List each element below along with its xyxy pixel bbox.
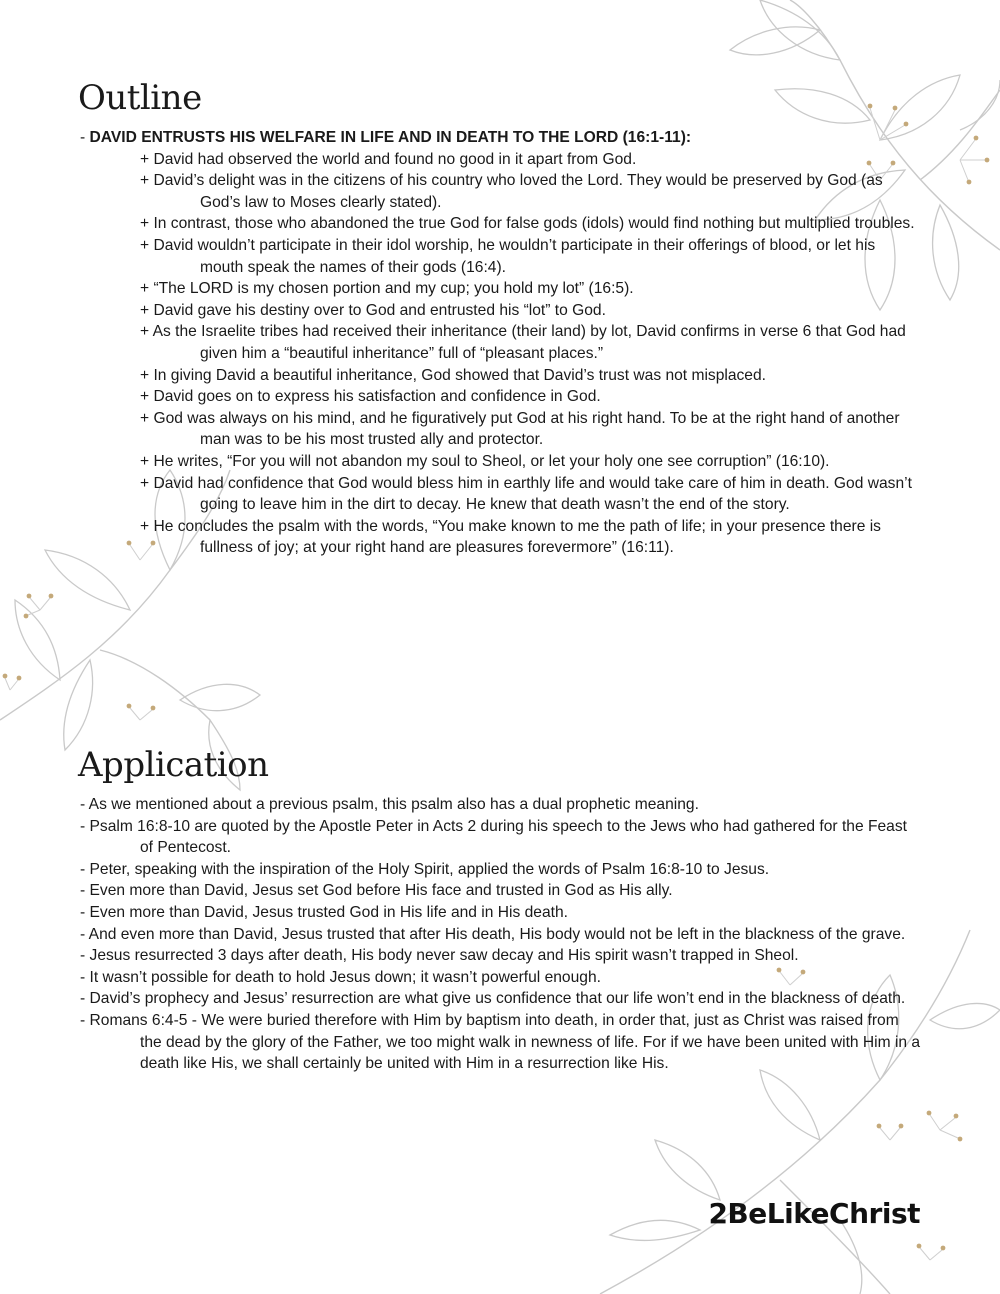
application-heading: Application xyxy=(78,745,269,785)
application-list-item: - Jesus resurrected 3 days after death, His body never saw decay and His spirit wasn’t trapped in Sheol. xyxy=(80,947,799,965)
outline-item-text: He concludes the psalm with the words, “You make known to me the path of life; in your presence there is fullness of joy; at your right hand are pleasures forevermore” (16:11). xyxy=(153,517,881,557)
plus-marker: + xyxy=(140,323,153,341)
outline-item-text: God was always on his mind, and he figuratively put God at his right hand. To be at the right hand of another man was to be his most trusted ally and protector. xyxy=(153,409,900,449)
plus-marker: + xyxy=(140,366,154,384)
outline-list-item xyxy=(80,451,922,473)
outline-list-item xyxy=(80,149,922,171)
outline-list-item xyxy=(80,516,922,559)
application-list-item: - David’s prophecy and Jesus’ resurrection are what give us confidence that our life won’t end in the blackness of death. xyxy=(80,990,906,1008)
outline-item-text: David had confidence that God would bless him in earthly life and would take care of him in death. God wasn’t going to leave him in the dirt to decay. He knew that death wasn’t the end of the story. xyxy=(153,474,912,514)
outline-intro-text: DAVID ENTRUSTS HIS WELFARE IN LIFE AND IN DEATH TO THE LORD (16:1-11): xyxy=(89,129,692,146)
outline-item-text: As the Israelite tribes had received their inheritance (their land) by lot, David confirms in verse 6 that God had given him a “beautiful inheritance” full of “pleasant places.” xyxy=(152,323,906,362)
brand-logo: 2BeLikeChrist xyxy=(708,1197,920,1230)
outline-section xyxy=(80,127,922,559)
outline-item-text: David goes on to express his satisfaction and confidence in God. xyxy=(153,388,601,406)
outline-item-text: David wouldn’t participate in their idol worship, he wouldn’t participate in their offerings of blood, or let his mouth speak the names of their gods (16:4). xyxy=(153,236,876,276)
outline-list-item xyxy=(80,300,922,322)
outline-list-item xyxy=(80,386,922,408)
outline-list-item xyxy=(80,473,922,516)
outline-item-text: David gave his destiny over to God and entrusted his “lot” to God. xyxy=(153,301,606,319)
plus-marker: + xyxy=(140,280,154,298)
outline-item-text: David’s delight was in the citizens of his country who loved the Lord. They would be preserved by God (as God’s law to Moses clearly stated). xyxy=(153,172,883,211)
plus-marker: + xyxy=(140,388,154,406)
application-list-item: - It wasn’t possible for death to hold Jesus down; it wasn’t powerful enough. xyxy=(80,968,601,986)
outline-item-text: He writes, “For you will not abandon my soul to Sheol, or let your holy one see corruption” (16:10). xyxy=(153,452,830,470)
outline-list-item xyxy=(80,408,922,451)
outline-list-item xyxy=(80,278,922,300)
application-list-item: - And even more than David, Jesus trusted that after His death, His body would not be left in the blackness of the grave. xyxy=(80,925,906,943)
plus-marker: + xyxy=(140,236,154,254)
outline-list-item xyxy=(80,235,922,278)
application-list-item: - As we mentioned about a previous psalm, this psalm also has a dual prophetic meaning. xyxy=(80,796,699,813)
outline-item-text: In giving David a beautiful inheritance, God showed that David’s trust was not misplaced. xyxy=(153,366,766,384)
application-list-item: - Even more than David, Jesus trusted God in His life and in His death. xyxy=(80,903,568,921)
application-items xyxy=(80,794,922,1075)
outline-heading: Outline xyxy=(78,78,202,118)
outline-item-text: “The LORD is my chosen portion and my cup; you hold my lot” (16:5). xyxy=(153,280,634,298)
application-list-item: - Even more than David, Jesus set God before His face and trusted in God as His ally. xyxy=(80,882,673,900)
application-list-item: - Psalm 16:8-10 are quoted by the Apostle Peter in Acts 2 during his speech to the Jews who had gathered for the Feast of Pentecost. xyxy=(80,817,907,857)
plus-marker: + xyxy=(140,150,154,168)
plus-marker: + xyxy=(140,409,154,427)
application-section xyxy=(80,794,922,1075)
outline-list-item xyxy=(80,321,922,364)
plus-marker: + xyxy=(140,452,154,470)
plus-marker: + xyxy=(140,215,154,233)
plus-marker: + xyxy=(140,172,154,190)
outline-items xyxy=(80,149,922,559)
outline-list-item xyxy=(80,213,922,235)
outline-list-item xyxy=(80,365,922,387)
plus-marker: + xyxy=(140,301,154,319)
application-list-item: - Romans 6:4-5 - We were buried therefore with Him by baptism into death, in order that, just as Christ was raised from the dead by the glory of the Father, we too might walk in newness of life. For if we have been united with Him in a death like His, we shall certainly be united with Him in a resurrection like His. xyxy=(80,1011,921,1073)
outline-list-item xyxy=(80,170,922,213)
outline-item-text: David had observed the world and found no good in it apart from God. xyxy=(153,150,637,168)
plus-marker: + xyxy=(140,474,154,492)
outline-intro xyxy=(80,127,922,149)
outline-item-text: In contrast, those who abandoned the true God for false gods (idols) would find nothing but multiplied troubles. xyxy=(153,215,915,233)
plus-marker: + xyxy=(140,517,154,535)
application-list-item: - Peter, speaking with the inspiration of the Holy Spirit, applied the words of Psalm 16:8-10 to Jesus. xyxy=(80,860,770,878)
dash-marker: - xyxy=(80,129,90,146)
